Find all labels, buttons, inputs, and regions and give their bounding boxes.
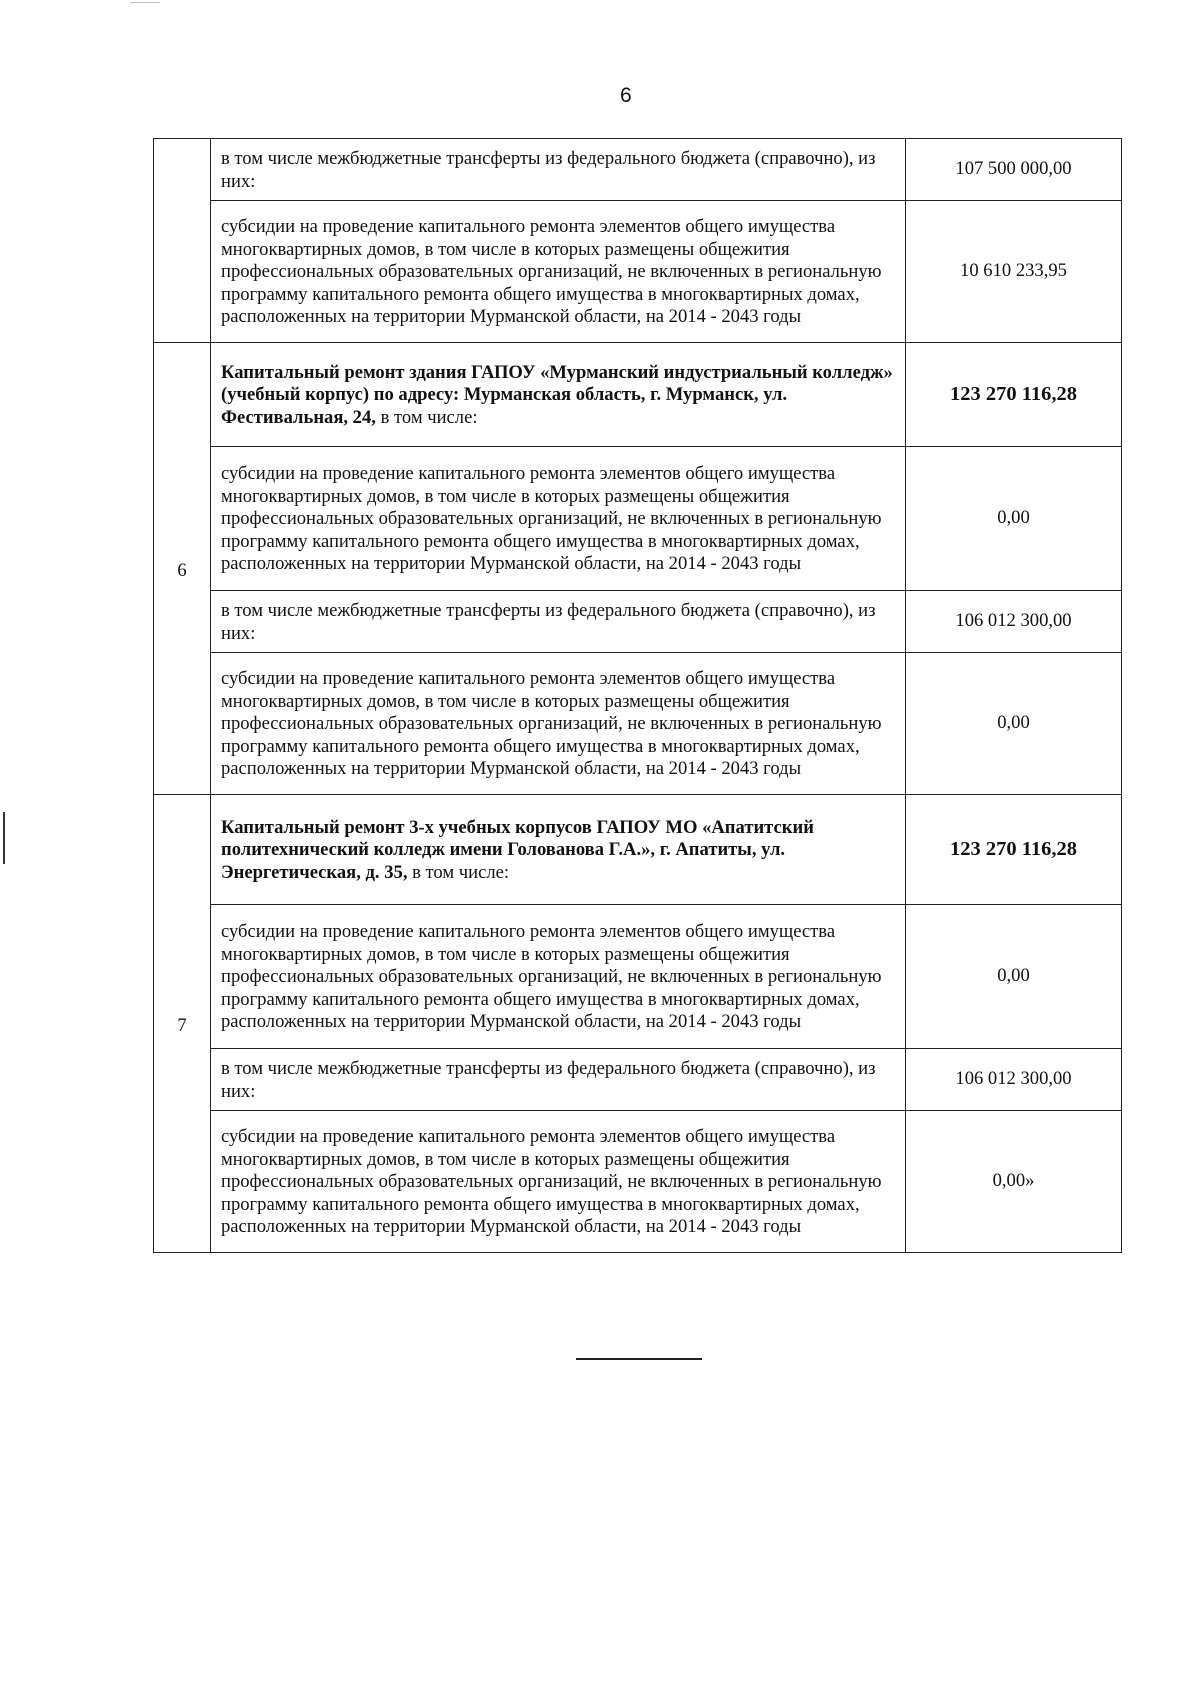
end-of-document-line: [576, 1358, 702, 1360]
table-row: [154, 201, 1122, 343]
row-description: субсидии на проведение капитального ремонта элементов общего имущества многоквартирных домов, в том числе в которых размещены общежития профессиональных образовательных организаций, не включенных в региональную программу капитального ремонта общего имущества в многоквартирных домах, расположенных на территории Мурманской области, на 2014 - 2043 годы: [211, 1111, 906, 1253]
budget-table: [153, 138, 1122, 1253]
row-number-cell: [154, 139, 211, 343]
row-amount-total: 123 270 116,28: [906, 343, 1122, 447]
object-title-tail: в том числе:: [375, 406, 478, 428]
row-amount: 0,00»: [906, 1111, 1122, 1253]
object-title: Капитальный ремонт 3-х учебных корпусов ГАПОУ МО «Апатитский политехнический колледж имени Голованова Г.А.», г. Апатиты, ул. Энергетическая, д. 35,: [221, 816, 814, 883]
row-description: субсидии на проведение капитального ремонта элементов общего имущества многоквартирных домов, в том числе в которых размещены общежития профессиональных образовательных организаций, не включенных в региональную программу капитального ремонта общего имущества в многоквартирных домах, расположенных на территории Мурманской области, на 2014 - 2043 годы: [211, 201, 906, 343]
row-description: субсидии на проведение капитального ремонта элементов общего имущества многоквартирных домов, в том числе в которых размещены общежития профессиональных образовательных организаций, не включенных в региональную программу капитального ремонта общего имущества в многоквартирных домах, расположенных на территории Мурманской области, на 2014 - 2043 годы: [211, 905, 906, 1049]
scan-artifact-line: [130, 2, 160, 3]
row-amount: 0,00: [906, 905, 1122, 1049]
row-description: [211, 343, 906, 447]
page-number: 6: [620, 84, 632, 107]
table-row: [154, 653, 1122, 795]
table-row: [154, 1049, 1122, 1111]
row-amount: 106 012 300,00: [906, 1049, 1122, 1111]
row-description: в том числе межбюджетные трансферты из федерального бюджета (справочно), из них:: [211, 139, 906, 201]
table-row: [154, 447, 1122, 591]
table-row: [154, 343, 1122, 447]
row-description: [211, 795, 906, 905]
table-row: [154, 139, 1122, 201]
row-amount: 0,00: [906, 447, 1122, 591]
row-number-cell: 6: [154, 343, 211, 795]
table-row: [154, 795, 1122, 905]
row-amount: 10 610 233,95: [906, 201, 1122, 343]
scan-margin-mark: [3, 812, 5, 864]
row-description: субсидии на проведение капитального ремонта элементов общего имущества многоквартирных домов, в том числе в которых размещены общежития профессиональных образовательных организаций, не включенных в региональную программу капитального ремонта общего имущества в многоквартирных домах, расположенных на территории Мурманской области, на 2014 - 2043 годы: [211, 447, 906, 591]
table-row: [154, 905, 1122, 1049]
row-description: субсидии на проведение капитального ремонта элементов общего имущества многоквартирных домов, в том числе в которых размещены общежития профессиональных образовательных организаций, не включенных в региональную программу капитального ремонта общего имущества в многоквартирных домах, расположенных на территории Мурманской области, на 2014 - 2043 годы: [211, 653, 906, 795]
row-description: в том числе межбюджетные трансферты из федерального бюджета (справочно), из них:: [211, 1049, 906, 1111]
object-title: Капитальный ремонт здания ГАПОУ «Мурманский индустриальный колледж» (учебный корпус) по адресу: Мурманская область, г. Мурманск, ул. Фестивальная, 24,: [221, 361, 893, 428]
row-amount: 0,00: [906, 653, 1122, 795]
object-title-tail: в том числе:: [407, 861, 510, 883]
table-row: [154, 591, 1122, 653]
row-number-cell: 7: [154, 795, 211, 1253]
table-row: [154, 1111, 1122, 1253]
row-amount: 106 012 300,00: [906, 591, 1122, 653]
row-amount: 107 500 000,00: [906, 139, 1122, 201]
row-amount-total: 123 270 116,28: [906, 795, 1122, 905]
row-description: в том числе межбюджетные трансферты из федерального бюджета (справочно), из них:: [211, 591, 906, 653]
